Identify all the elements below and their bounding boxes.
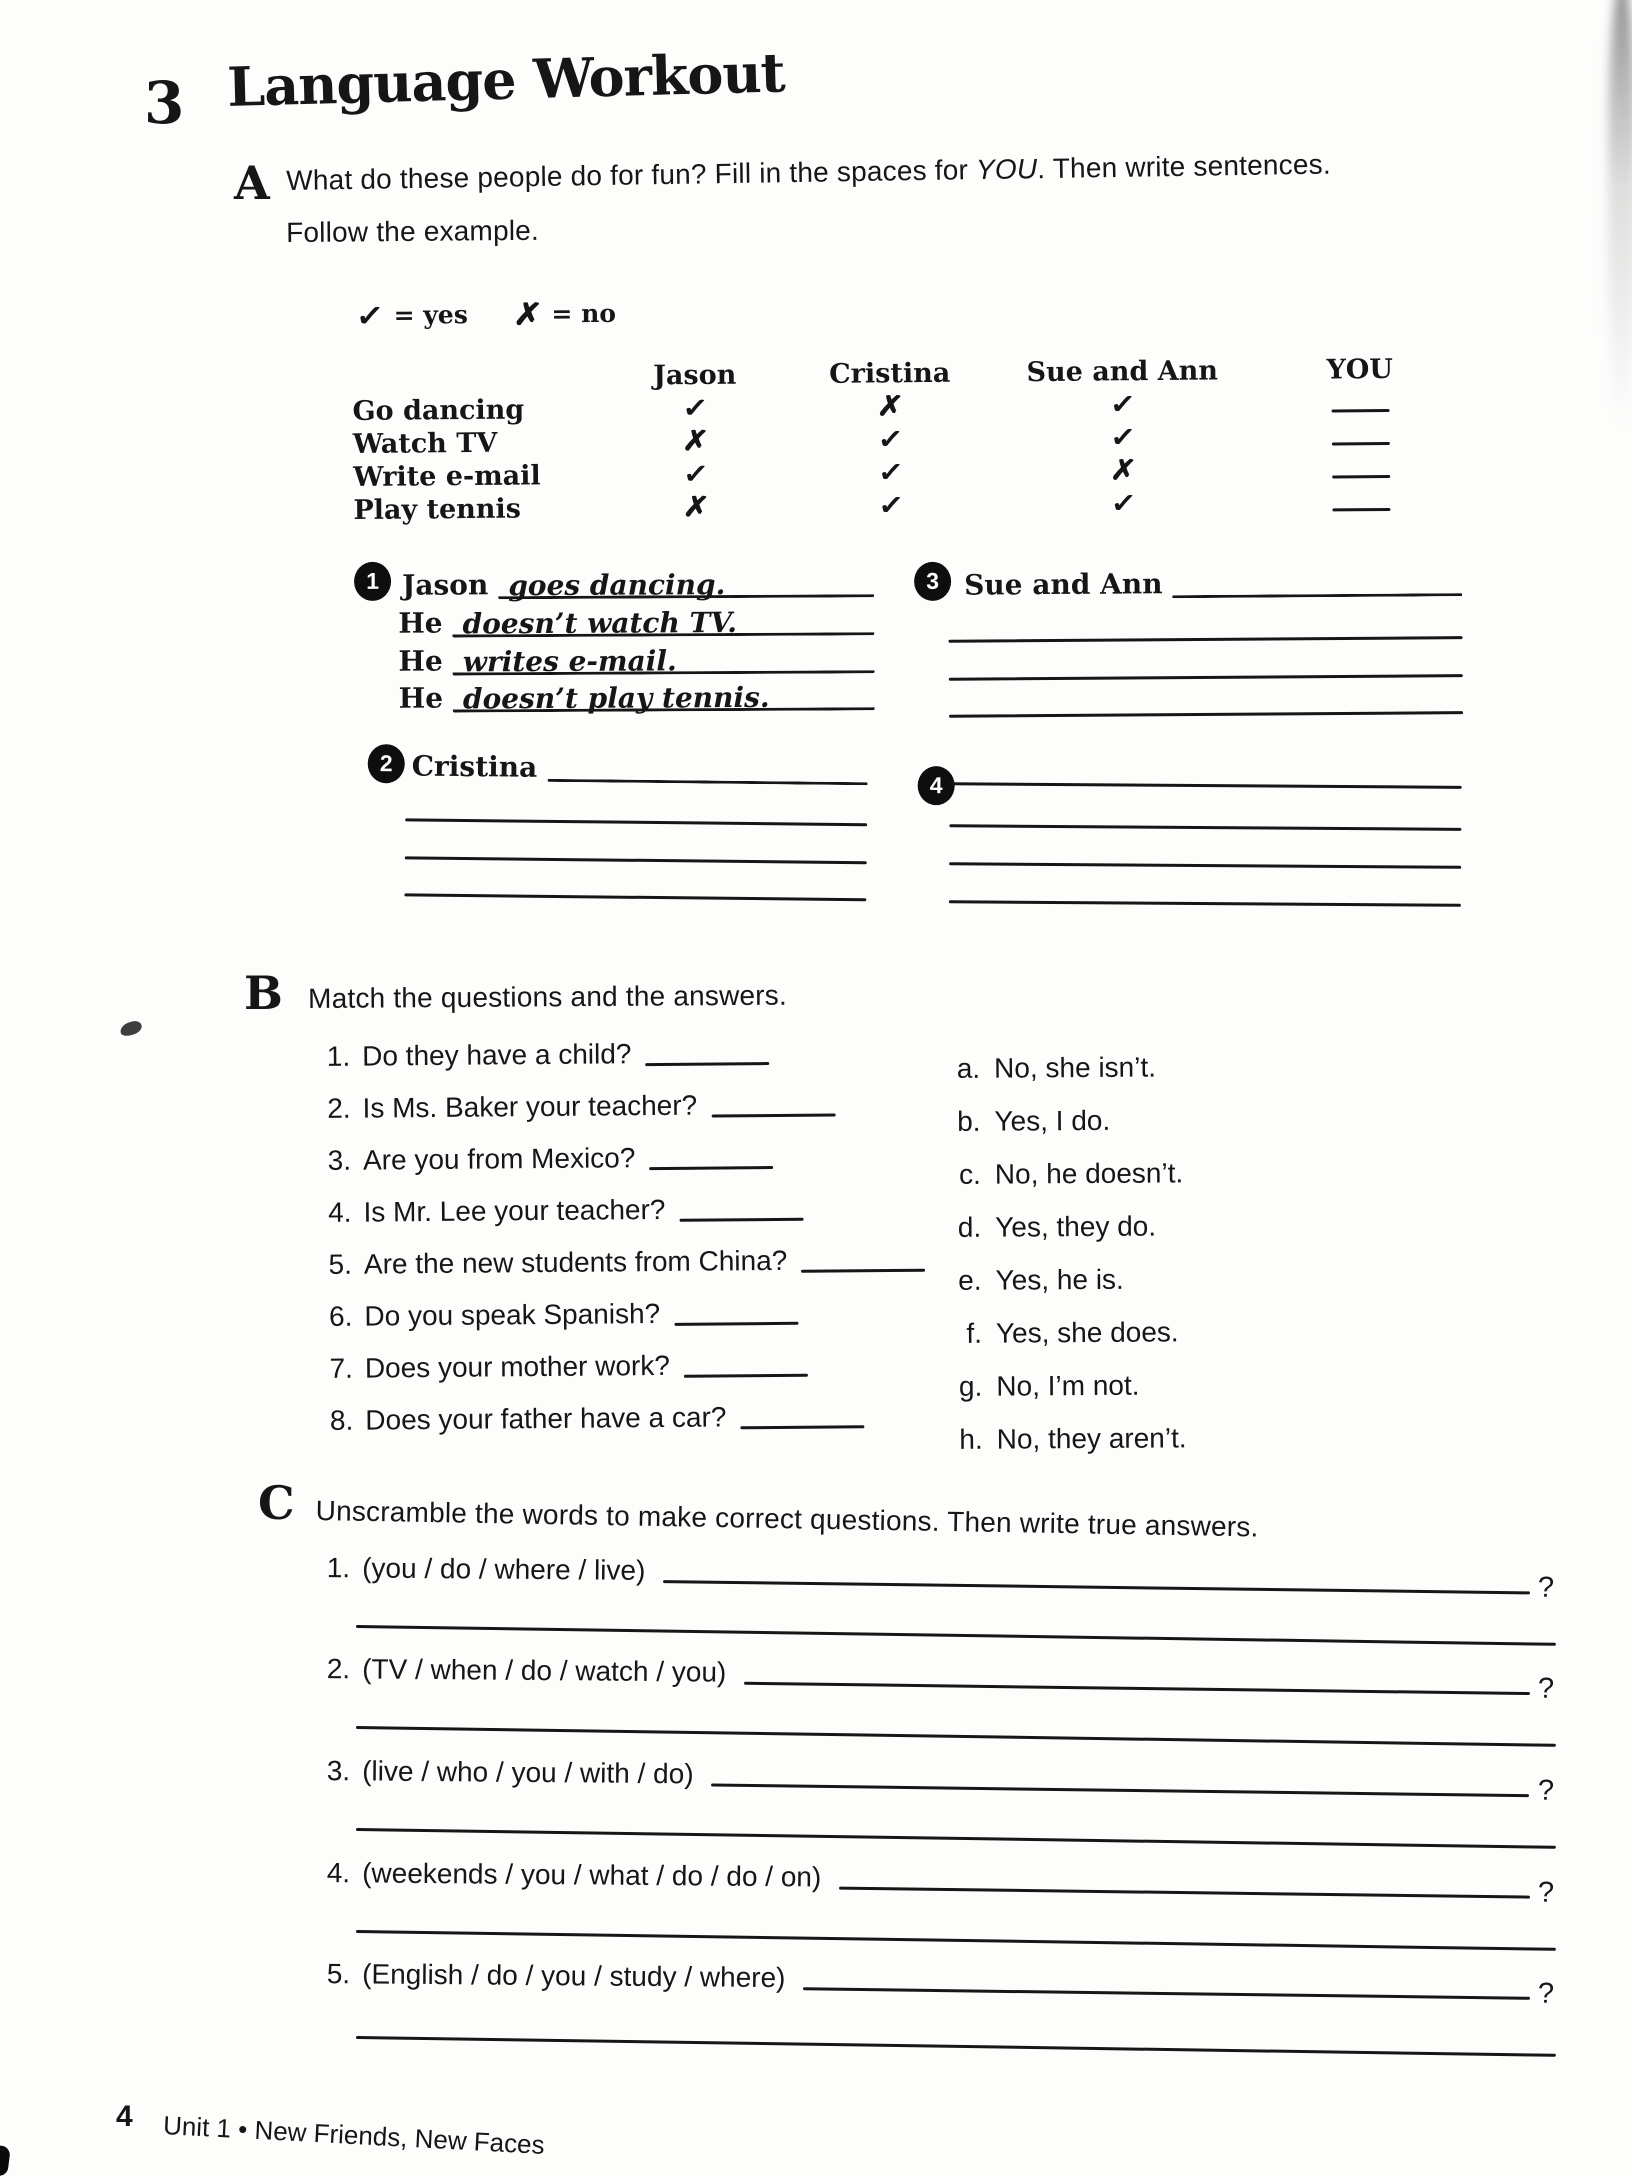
- answer-row: [949, 1421, 1187, 1457]
- example-answer: doesn’t play tennis.: [462, 680, 770, 716]
- you-emphasis: YOU: [975, 153, 1038, 186]
- item-3-badge: 3: [914, 562, 951, 601]
- answer-line: [405, 856, 867, 864]
- answer-line: [404, 893, 866, 901]
- page-number: 4: [116, 2100, 133, 2133]
- question-number: 4.: [328, 1196, 352, 1228]
- answer-line: [356, 1828, 1556, 1849]
- item-1-name: Jason: [402, 568, 489, 602]
- match-answer-blank: [801, 1269, 925, 1273]
- example-answer: writes e-mail.: [462, 644, 677, 679]
- unscramble-item: [314, 1853, 1555, 1909]
- exercise-c-label: C: [258, 1476, 295, 1530]
- item-1-jason: [354, 563, 874, 716]
- page-title: Language Workout: [226, 40, 786, 119]
- answer-line: [547, 779, 867, 785]
- item-number: 3.: [326, 1755, 351, 1787]
- match-answer-blank: [711, 1113, 835, 1117]
- word-prompt: (live / who / you / with / do): [362, 1755, 694, 1790]
- question-text: Does your mother work?: [364, 1349, 671, 1384]
- item-3-name: Sue and Ann: [964, 567, 1163, 602]
- answer-letter: c.: [958, 1158, 981, 1190]
- answer-line: [356, 1930, 1556, 1951]
- answer-row: [946, 1104, 1110, 1139]
- question-blank: [839, 1887, 1530, 1899]
- sentence-prefix: He: [398, 644, 443, 678]
- question-row: [316, 1243, 926, 1282]
- answer-line: [949, 824, 1461, 831]
- scan-shadow: [1608, 0, 1632, 428]
- check-icon: ✓: [1108, 419, 1138, 457]
- question-number: 8.: [329, 1404, 354, 1436]
- answer-letter: h.: [959, 1423, 983, 1455]
- you-answer-blank: [1253, 474, 1468, 485]
- question-blank: [803, 1987, 1530, 2000]
- cross-meaning: = no: [551, 298, 617, 329]
- answer-line: [1173, 593, 1463, 598]
- cross-icon: ✗: [1108, 452, 1138, 490]
- item-number: 2.: [326, 1653, 351, 1685]
- item-2-badge: 2: [368, 744, 405, 783]
- question-number: 2.: [327, 1092, 351, 1124]
- answer-text: Yes, he is.: [995, 1263, 1124, 1296]
- check-icon: ✓: [680, 389, 710, 428]
- answer-row: [947, 1263, 1123, 1298]
- answer-row: [946, 1051, 1156, 1086]
- question-text: Does your father have a car?: [365, 1401, 727, 1436]
- exercise-b-questions: [314, 1034, 974, 1436]
- answer-text: No, they aren’t.: [996, 1422, 1187, 1455]
- exercise-a-instructions: [286, 148, 1331, 198]
- answer-line: [453, 679, 875, 716]
- question-mark: ?: [1537, 1977, 1555, 2010]
- answer-text: No, she isn’t.: [994, 1051, 1157, 1084]
- check-icon: ✓: [876, 487, 906, 525]
- match-answer-blank: [674, 1322, 798, 1326]
- exercise-c-instructions: Unscramble the words to make correct questions. Then write true answers.: [315, 1494, 1259, 1543]
- exercise-b-label: B: [244, 966, 283, 1020]
- check-icon: ✓: [681, 455, 710, 494]
- match-answer-blank: [740, 1425, 864, 1429]
- question-row: [316, 1296, 798, 1334]
- cross-icon: ✗: [681, 422, 710, 461]
- question-blank: [744, 1682, 1530, 1695]
- sentence-prefix: He: [398, 681, 444, 715]
- column-header-sue-and-ann: Sue and Ann: [1026, 355, 1219, 389]
- question-number: 5.: [328, 1248, 353, 1280]
- you-answer-blank: [1253, 507, 1468, 518]
- sentence-line: [402, 563, 874, 603]
- unscramble-item: [314, 1649, 1555, 1705]
- item-4: [914, 740, 1462, 799]
- you-answer-blank: [1253, 441, 1468, 452]
- exercise-a-instructions-line2: Follow the example.: [286, 214, 540, 248]
- answer-line: [949, 900, 1461, 907]
- row-label-watch-tv: Watch TV: [352, 427, 498, 460]
- sentence-line: [398, 601, 874, 641]
- question-mark: ?: [1537, 1774, 1555, 1807]
- unscramble-item: [314, 1954, 1555, 2010]
- row-label-play-tennis: Play tennis: [353, 493, 522, 526]
- item-number: 5.: [326, 1958, 351, 1990]
- answer-letter: g.: [958, 1370, 983, 1402]
- answer-line: [453, 642, 875, 679]
- answer-line: [949, 674, 1463, 681]
- sentence-prefix: He: [398, 606, 443, 640]
- question-row: [314, 1087, 835, 1126]
- item-4-badge: 4: [918, 766, 955, 805]
- question-mark: ?: [1537, 1571, 1555, 1604]
- column-header-cristina: Cristina: [829, 358, 951, 391]
- answer-text: Yes, I do.: [994, 1104, 1111, 1137]
- answer-line: [356, 2036, 1556, 2057]
- word-prompt: (you / do / where / live): [362, 1552, 646, 1586]
- example-answer: doesn’t watch TV.: [462, 605, 738, 641]
- question-blank: [711, 1783, 1529, 1797]
- exercise-a-label: A: [234, 156, 270, 210]
- item-number: 4.: [326, 1857, 351, 1889]
- word-prompt: (weekends / you / what / do / do / on): [362, 1857, 822, 1893]
- answer-row: [948, 1369, 1139, 1404]
- sentence-line: [398, 639, 874, 679]
- answer-line: [356, 1625, 1556, 1646]
- answer-letter: d.: [957, 1211, 982, 1243]
- footer-unit-title: Unit 1 • New Friends, New Faces: [162, 2110, 546, 2160]
- match-answer-blank: [680, 1218, 804, 1222]
- unscramble-item: [314, 1751, 1555, 1807]
- word-prompt: (TV / when / do / watch / you): [362, 1653, 727, 1688]
- unscramble-item: [314, 1548, 1555, 1604]
- question-mark: ?: [1537, 1876, 1555, 1909]
- answer-line: [498, 566, 874, 603]
- answer-row: [948, 1315, 1179, 1351]
- exercise-b-answers: [946, 1049, 1376, 1455]
- unit-number: 3: [144, 69, 185, 137]
- ink-smudge: [119, 1020, 143, 1038]
- answer-line: [405, 818, 867, 826]
- question-number: 1.: [326, 1040, 351, 1072]
- answer-row: [947, 1156, 1184, 1192]
- check-icon: ✓: [876, 421, 905, 459]
- item-number: 1.: [326, 1552, 351, 1584]
- scan-edge-mark: [0, 2145, 11, 2176]
- item-3-sue-and-ann: [914, 562, 1462, 602]
- answer-text: Yes, she does.: [995, 1316, 1179, 1349]
- check-icon: ✓: [876, 454, 905, 492]
- match-answer-blank: [649, 1166, 773, 1170]
- answer-letter: a.: [956, 1052, 981, 1084]
- fun-activities-table: [352, 338, 1469, 526]
- match-answer-blank: [645, 1062, 769, 1066]
- question-row: [315, 1192, 803, 1230]
- you-answer-blank: [1253, 408, 1468, 419]
- answer-letter: f.: [966, 1317, 983, 1349]
- question-number: 3.: [327, 1144, 352, 1176]
- word-prompt: (English / do / you / study / where): [362, 1958, 786, 1994]
- check-icon: ✓: [1108, 386, 1137, 424]
- cross-icon: ✗: [681, 488, 711, 527]
- answer-line: [950, 782, 1462, 789]
- item-1-badge: 1: [354, 562, 391, 601]
- column-header-you: YOU: [1326, 354, 1394, 386]
- question-row: [317, 1348, 808, 1386]
- answer-line: [356, 1726, 1556, 1747]
- match-answer-blank: [684, 1374, 808, 1378]
- answer-row: [947, 1210, 1156, 1245]
- item-2-name: Cristina: [411, 749, 538, 784]
- question-text: Is Ms. Baker your teacher?: [362, 1089, 698, 1124]
- answer-text: No, I’m not.: [996, 1369, 1140, 1402]
- prompt-row: [314, 1548, 1555, 1604]
- question-text: Is Mr. Lee your teacher?: [363, 1193, 666, 1228]
- item-2-cristina: [368, 740, 868, 784]
- answer-text: Yes, they do.: [995, 1210, 1157, 1243]
- prompt-row: [314, 1954, 1555, 2010]
- cross-icon: ✗: [875, 388, 905, 426]
- sentence-line: [398, 676, 875, 716]
- answer-letter: e.: [958, 1264, 982, 1296]
- question-blank: [663, 1580, 1530, 1594]
- check-icon: ✓: [1109, 485, 1138, 523]
- instructions-text: . Then write sentences.: [1037, 148, 1332, 185]
- question-row: [315, 1140, 774, 1178]
- question-number: 6.: [328, 1300, 353, 1332]
- prompt-row: [314, 1649, 1555, 1705]
- question-text: Do they have a child?: [362, 1038, 632, 1072]
- prompt-row: [314, 1853, 1555, 1909]
- sentence-line: [964, 562, 1462, 602]
- question-text: Are you from Mexico?: [362, 1142, 636, 1176]
- question-text: Do you speak Spanish?: [364, 1297, 661, 1332]
- check-icon: ✓: [354, 294, 386, 337]
- question-number: 7.: [329, 1352, 354, 1384]
- answer-line: [452, 604, 874, 641]
- column-header-jason: Jason: [653, 359, 737, 392]
- answer-line: [949, 711, 1463, 718]
- instructions-text: What do these people do for fun? Fill in the spaces for: [286, 154, 977, 196]
- question-text: Are the new students from China?: [363, 1244, 788, 1280]
- question-mark: ?: [1537, 1672, 1555, 1705]
- answer-text: No, he doesn’t.: [994, 1157, 1184, 1190]
- answer-line: [949, 636, 1463, 643]
- row-label-write-email: Write e-mail: [352, 460, 541, 493]
- row-label-go-dancing: Go dancing: [352, 394, 525, 427]
- answer-letter: b.: [957, 1105, 981, 1137]
- check-key-legend: [354, 293, 617, 337]
- question-row: [314, 1036, 770, 1074]
- example-answer: goes dancing.: [508, 568, 726, 603]
- cross-icon: ✗: [512, 293, 544, 335]
- prompt-row: [314, 1751, 1555, 1807]
- sentence-line: [412, 746, 868, 785]
- answer-line: [949, 862, 1461, 869]
- exercise-b-instructions: Match the questions and the answers.: [308, 979, 788, 1014]
- check-meaning: = yes: [393, 300, 468, 330]
- question-row: [317, 1399, 864, 1438]
- table-corner: [352, 346, 602, 394]
